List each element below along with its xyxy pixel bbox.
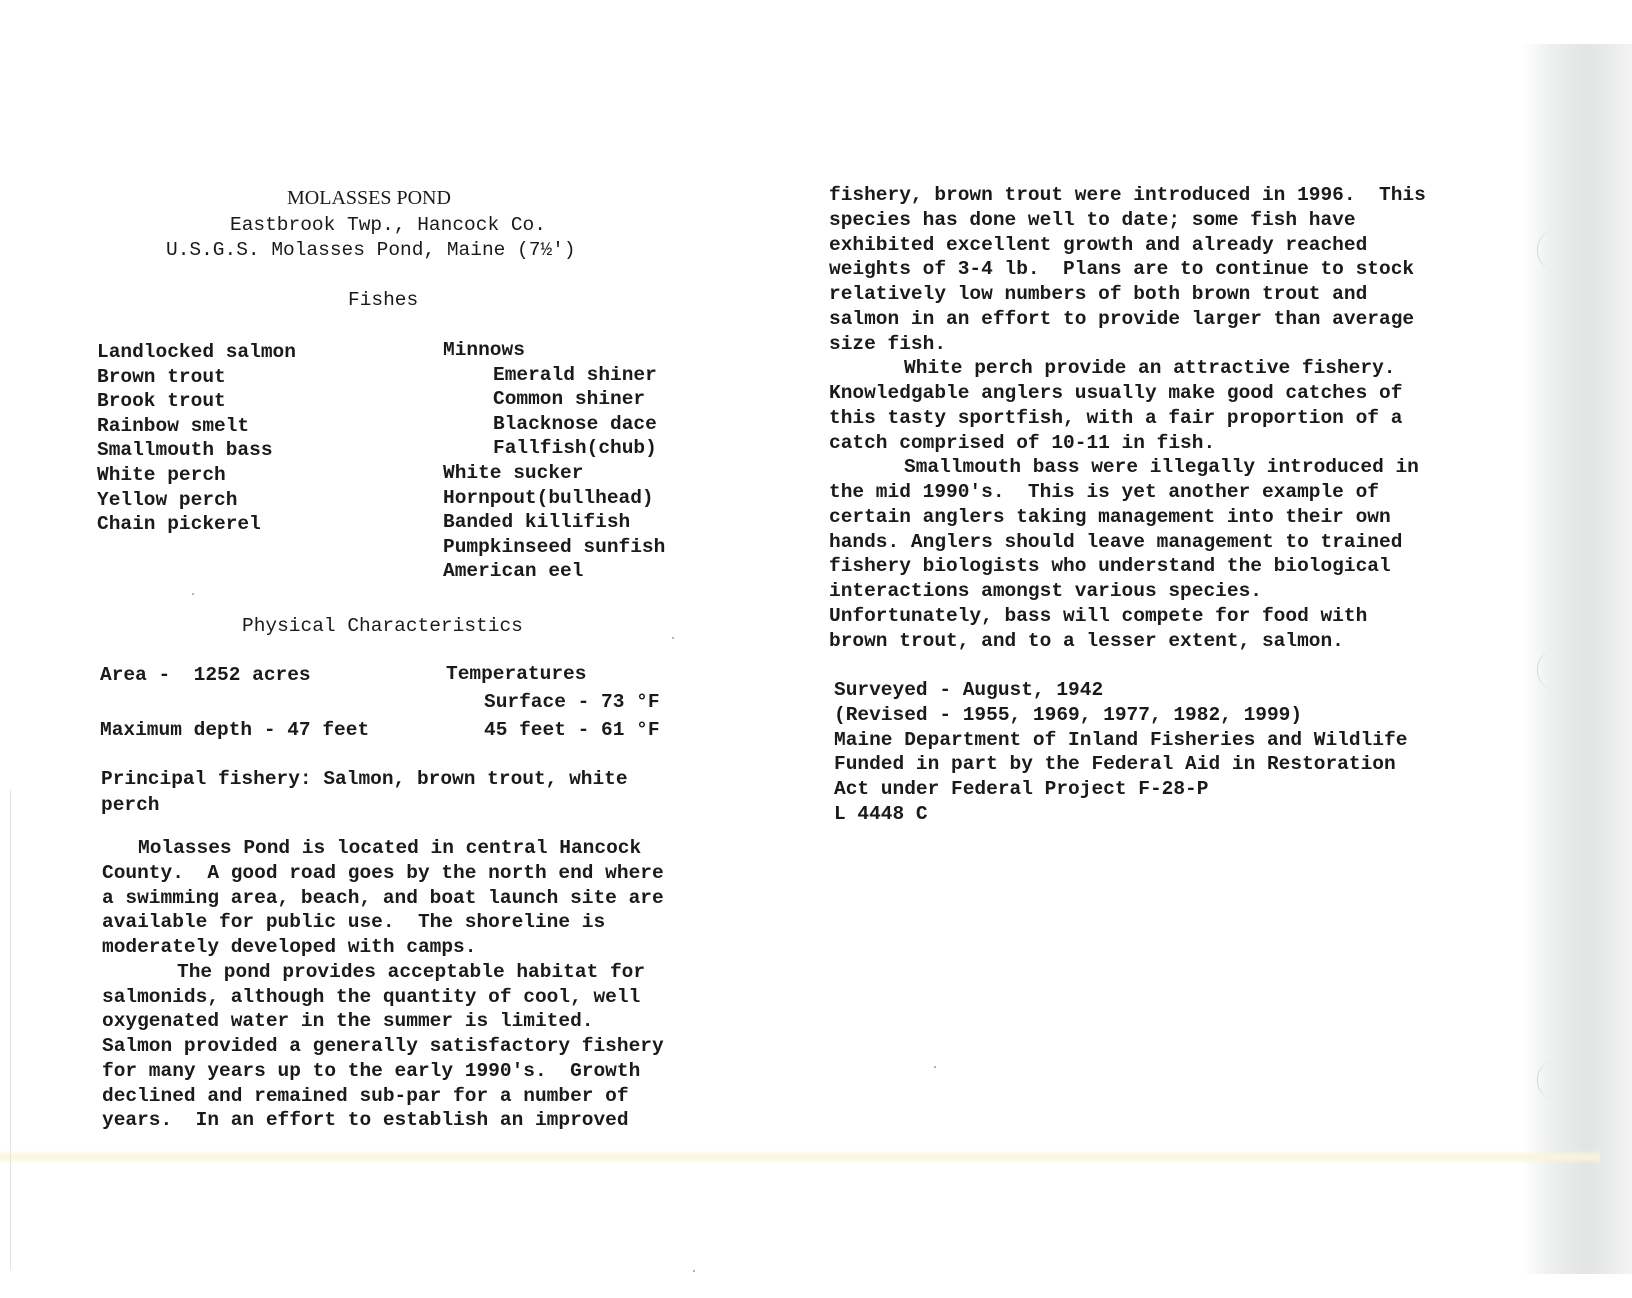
survey-line: Surveyed - August, 1942 xyxy=(834,679,1104,701)
body-line: for many years up to the early 1990's. Growth xyxy=(102,1059,641,1082)
body-line: years. In an effort to establish an improved xyxy=(102,1109,629,1132)
fish-item: Hornpout(bullhead) xyxy=(443,486,654,509)
body-line: declined and remained sub-par for a number of xyxy=(102,1084,629,1107)
body-line: salmonids, although the quantity of cool, well xyxy=(102,985,641,1008)
body-line: this tasty sportfish, with a fair proportion of a xyxy=(829,406,1403,429)
fish-item: Emerald shiner xyxy=(493,363,657,386)
body-line: moderately developed with camps. xyxy=(102,936,477,958)
body-line: Molasses Pond is located in central Hancock xyxy=(138,837,642,859)
principal-fishery-line: Principal fishery: Salmon, brown trout, white xyxy=(101,768,628,790)
body-line: weights of 3-4 lb. Plans are to continue to stock xyxy=(829,258,1415,281)
body-line: the mid 1990's. This is yet another example of xyxy=(829,481,1379,503)
body-line: brown trout, and to a lesser extent, salmon. xyxy=(829,629,1344,652)
body-line: a swimming area, beach, and boat launch site are xyxy=(102,886,664,909)
body-line: White perch provide an attractive fishery. xyxy=(904,357,1396,380)
fish-item: Fallfish(chub) xyxy=(493,437,657,460)
page-title: MOLASSES POND xyxy=(287,187,451,209)
fish-item: Brown trout xyxy=(97,365,226,388)
fish-item: Rainbow smelt xyxy=(97,414,250,437)
fish-item: Banded killifish xyxy=(443,511,631,534)
body-line: Knowledgable anglers usually make good catches of xyxy=(829,382,1403,404)
depth-temp: 45 feet - 61 °F xyxy=(484,719,660,741)
fish-item: Pumpkinseed sunfish xyxy=(443,535,666,558)
body-line: exhibited excellent growth and already reached xyxy=(829,233,1368,256)
fish-item: Brook trout xyxy=(97,390,226,413)
body-line: interactions amongst various species. xyxy=(829,580,1262,602)
fish-item: Chain pickerel xyxy=(97,513,261,536)
body-line: certain anglers taking management into their own xyxy=(829,505,1391,528)
fish-item: White perch xyxy=(97,464,226,486)
max-depth-value: Maximum depth - 47 feet xyxy=(100,719,370,741)
body-line: fishery, brown trout were introduced in 1996. This xyxy=(829,184,1426,206)
survey-line: Funded in part by the Federal Aid in Restoration xyxy=(834,753,1396,776)
body-line: oxygenated water in the summer is limited. xyxy=(102,1010,594,1033)
body-line: salmon in an effort to provide larger than average xyxy=(829,307,1415,330)
area-value: Area - 1252 acres xyxy=(100,664,311,686)
temperatures-label: Temperatures xyxy=(446,663,587,685)
body-line: County. A good road goes by the north end where xyxy=(102,861,664,884)
location-line: Eastbrook Twp., Hancock Co. xyxy=(230,214,546,236)
survey-line: (Revised - 1955, 1969, 1977, 1982, 1999) xyxy=(834,703,1303,726)
fish-item: White sucker xyxy=(443,462,584,484)
body-line: The pond provides acceptable habitat for xyxy=(177,960,646,983)
fish-item: Smallmouth bass xyxy=(97,439,273,462)
physical-heading: Physical Characteristics xyxy=(242,615,523,637)
fish-item: Yellow perch xyxy=(97,488,238,511)
body-line: size fish. xyxy=(829,332,947,355)
survey-line: Act under Federal Project F-28-P xyxy=(834,778,1209,801)
survey-line: Maine Department of Inland Fisheries and Wildlife xyxy=(834,728,1408,751)
fish-item: Minnows xyxy=(443,339,525,361)
body-line: Smallmouth bass were illegally introduced in xyxy=(904,456,1419,479)
body-line: catch comprised of 10-11 in fish. xyxy=(829,431,1216,454)
fish-item: American eel xyxy=(443,560,584,583)
fish-item: Blacknose dace xyxy=(493,412,657,435)
body-line: Salmon provided a generally satisfactory fishery xyxy=(102,1035,664,1057)
fish-item: Landlocked salmon xyxy=(97,341,296,363)
usgs-line: U.S.G.S. Molasses Pond, Maine (7½') xyxy=(166,239,576,261)
fishes-heading: Fishes xyxy=(348,289,419,311)
fish-item: Common shiner xyxy=(493,388,646,411)
survey-line: L 4448 C xyxy=(834,803,928,825)
body-line: relatively low numbers of both brown trout and xyxy=(829,283,1368,305)
surface-temp: Surface - 73 °F xyxy=(484,691,660,713)
body-line: hands. Anglers should leave management to trained xyxy=(829,530,1403,553)
body-line: Unfortunately, bass will compete for food with xyxy=(829,604,1368,627)
body-line: species has done well to date; some fish have xyxy=(829,208,1356,231)
principal-fishery-line: perch xyxy=(101,794,160,816)
body-line: fishery biologists who understand the biological xyxy=(829,555,1391,578)
body-line: available for public use. The shoreline is xyxy=(102,911,606,934)
